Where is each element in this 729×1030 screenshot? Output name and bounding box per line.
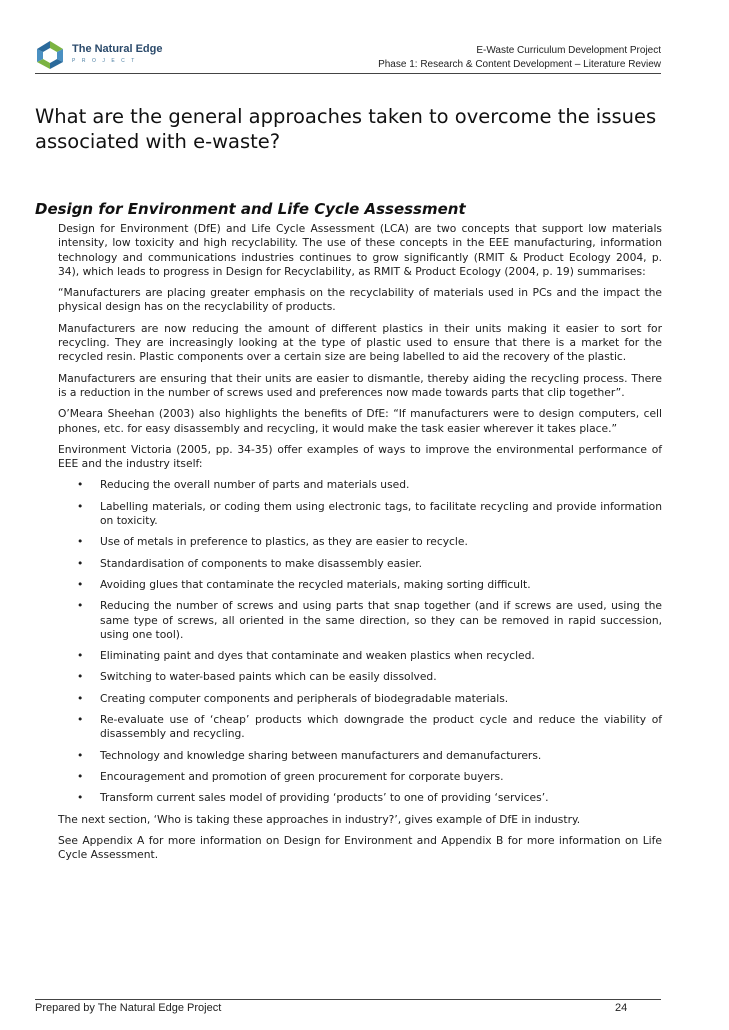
list-item-text: Avoiding glues that contaminate the recycled materials, making sorting difficult. [100,577,531,591]
paragraph-sheehan: O’Meara Sheehan (2003) also highlights the benefits of DfE: “If manufacturers were to design computers, cell phones, etc. for easy disassembly and recycling, it would make the task easier wherever it takes place.” [58,407,662,435]
list-item-text: Switching to water-based paints which can be easily dissolved. [100,670,437,684]
header-divider [35,73,661,74]
bullet-icon: • [77,713,84,727]
bullet-icon: • [77,556,84,570]
list-item [58,599,662,642]
list-item-text: Reducing the number of screws and using parts that snap together (and if screws are used, using the same type of screws, all oriented in the same direction, so they can be removed in rapid succession, using one tool). [100,599,662,641]
bullet-icon: • [77,769,84,783]
section-heading: Design for Environment and Life Cycle Assessment [35,200,466,218]
bullet-icon: • [77,691,84,705]
bullet-icon: • [77,748,84,762]
paragraph-appendix-ref: See Appendix A for more information on Design for Environment and Appendix B for more information on Life Cycle Assessment. [58,833,662,862]
paragraph-quote-1: “Manufacturers are placing greater emphasis on the recyclability of materials used in PCs and the impact the physical design has on the recyclability of products. [58,286,662,314]
list-item [58,713,662,742]
page-number: 24 [615,1002,628,1014]
list-item-text: Encouragement and promotion of green procurement for corporate buyers. [100,769,504,783]
list-item [58,557,662,571]
footer-credit: Prepared by The Natural Edge Project [35,1002,222,1014]
header-project-line: E-Waste Curriculum Development Project [476,45,661,56]
page-title: What are the general approaches taken to overcome the issues associated with e-waste? [35,105,657,153]
list-item-text: Re-evaluate use of ‘cheap’ products which downgrade the product cycle and reduce the viability of disassembly and recycling. [100,713,662,741]
list-item-text: Eliminating paint and dyes that contaminate and weaken plastics when recycled. [100,649,535,663]
body-text [58,222,662,869]
list-item [58,535,662,549]
dfe-examples-list [58,478,662,805]
list-item [58,770,662,784]
logo-title: The Natural Edge [72,43,163,55]
bullet-icon: • [77,535,84,549]
list-item [58,670,662,684]
list-item-text: Technology and knowledge sharing between manufacturers and demanufacturers. [100,748,542,762]
bullet-icon: • [77,791,84,805]
header-phase-line: Phase 1: Research & Content Development – Literature Review [378,59,661,70]
list-item [58,791,662,805]
list-item [58,692,662,706]
paragraph-intro: Design for Environment (DfE) and Life Cycle Assessment (LCA) are two concepts that support low materials intensity, low toxicity and high recyclability. The use of these concepts in the EEE manufacturing, information technology and communications industries continues to grow significantly (RMIT & Product Ecology 2004, p. 34), which leads to progress in Design for Recyclability, as RMIT & Product Ecology (2004, p. 19) summarises: [58,222,662,278]
bullet-icon: • [77,649,84,663]
paragraph-next-section: The next section, ‘Who is taking these approaches in industry?’, gives example of DfE in industry. [58,812,581,826]
paragraph-quote-2: Manufacturers are now reducing the amount of different plastics in their units making it easier to sort for recycling. They are increasingly looking at the type of plastic used to ensure that there is a market for the recycled resin. Plastic components over a certain size are being labelled to aid the recovery of the plastic. [58,321,662,364]
logo-emblem-icon [34,39,66,71]
list-item-text: Use of metals in preference to plastics, as they are easier to recycle. [100,535,468,549]
list-item-text: Transform current sales model of providing ‘products’ to one of providing ‘services’. [100,791,549,805]
list-item-text: Creating computer components and peripherals of biodegradable materials. [100,691,509,705]
list-item [58,478,662,492]
list-item [58,578,662,592]
list-item-text: Standardisation of components to make disassembly easier. [100,556,423,570]
list-item-text: Labelling materials, or coding them using electronic tags, to facilitate recycling and provide information on toxicity. [100,499,662,528]
bullet-icon: • [77,478,84,492]
natural-edge-logo [34,38,174,72]
paragraph-env-victoria: Environment Victoria (2005, pp. 34-35) offer examples of ways to improve the environmental performance of EEE and the industry itself: [58,442,662,471]
paragraph-quote-3: Manufacturers are ensuring that their units are easier to dismantle, thereby aiding the recycling process. There is a reduction in the number of screws used and preferences now made towards parts that clip together”. [58,371,662,399]
list-item [58,749,662,763]
running-header [378,44,661,72]
bullet-icon: • [77,499,84,513]
list-item [58,649,662,663]
bullet-icon: • [77,599,84,613]
bullet-icon: • [77,670,84,684]
bullet-icon: • [77,577,84,591]
list-item [58,500,662,529]
logo-subtitle: PROJECT [72,58,141,64]
list-item-text: Reducing the overall number of parts and materials used. [100,478,410,492]
footer-divider [35,999,661,1000]
